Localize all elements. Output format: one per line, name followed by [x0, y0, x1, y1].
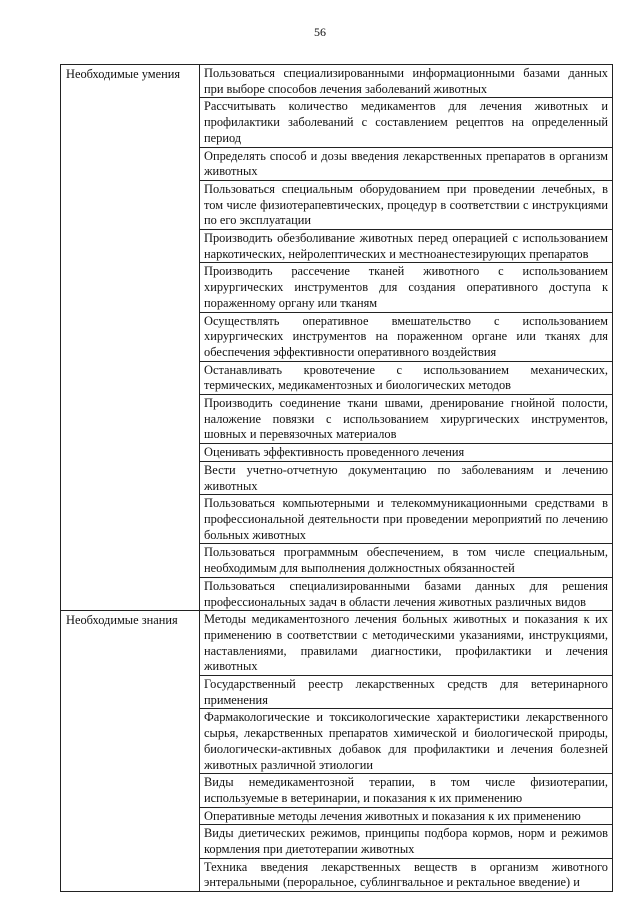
requirement-item: Производить соединение ткани швами, дренирование гнойной полости, наложение повязки с использованием хирургических инструментов, шовных и перевязочных материалов: [200, 395, 613, 444]
requirement-item: Оперативные методы лечения животных и показания к их применению: [200, 807, 613, 825]
requirement-item: Вести учетно-отчетную документацию по заболеваниям и лечению животных: [200, 461, 613, 494]
requirement-item: Пользоваться специальным оборудованием при проведении лечебных, в том числе физиотерапевтических, процедур в соответствии с инструкциями по его эксплуатации: [200, 180, 613, 229]
requirements-table: [60, 64, 613, 892]
requirement-item: Фармакологические и токсикологические характеристики лекарственного сырья, лекарственных препаратов химической и биологической природы, биологически-активных добавок для профилактики и лечения болезней животных различной этиологии: [200, 709, 613, 774]
requirement-item: Осуществлять оперативное вмешательство с использованием хирургических инструментов на пораженном органе или тканях для обеспечения эффективности оперативного воздействия: [200, 312, 613, 361]
requirement-item: Виды диетических режимов, принципы подбора кормов, норм и режимов кормления при диетотерапии животных: [200, 825, 613, 858]
requirement-item: Пользоваться компьютерными и телекоммуникационными средствами в профессиональной деятельности при проведении мероприятий по лечению больных животных: [200, 495, 613, 544]
requirement-item: Методы медикаментозного лечения больных животных и показания к их применению в соответствии с методическими указаниями, инструкциями, наставлениями, правилами диагностики, профилактики и лечения животных: [200, 611, 613, 676]
requirement-item: Виды немедикаментозной терапии, в том числе физиотерапии, используемые в ветеринарии, и показания к их применению: [200, 774, 613, 807]
requirement-item: Оценивать эффективность проведенного лечения: [200, 444, 613, 462]
requirement-item: Пользоваться специализированными базами данных для решения профессиональных задач в области лечения животных различных видов: [200, 577, 613, 610]
requirement-item: Пользоваться программным обеспечением, в том числе специальным, необходимым для выполнения должностных обязанностей: [200, 544, 613, 577]
requirement-item: Рассчитывать количество медикаментов для лечения животных и профилактики заболеваний с составлением рецептов на определенный период: [200, 98, 613, 147]
requirement-item: Определять способ и дозы введения лекарственных препаратов в организм животных: [200, 147, 613, 180]
requirements-table-body: [61, 65, 613, 892]
requirement-item: Техника введения лекарственных веществ в организм животного энтеральными (пероральное, сублингвальное и ректальное введение) и: [200, 858, 613, 891]
table-row: [61, 65, 613, 98]
section-label: Необходимые умения: [61, 65, 200, 611]
section-label: Необходимые знания: [61, 611, 200, 892]
table-row: [61, 611, 613, 676]
requirement-item: Пользоваться специализированными информационными базами данных при выборе способов лечения заболеваний животных: [200, 65, 613, 98]
requirement-item: Производить обезболивание животных перед операцией с использованием наркотических, нейролептических и местноанестезирующих препаратов: [200, 230, 613, 263]
requirement-item: Производить рассечение тканей животного с использованием хирургических инструментов для создания оперативного доступа к пораженному органу или тканям: [200, 263, 613, 312]
requirement-item: Государственный реестр лекарственных средств для ветеринарного применения: [200, 676, 613, 709]
page-number: 56: [314, 25, 326, 39]
requirement-item: Останавливать кровотечение с использованием механических, термических, медикаментозных и биологических методов: [200, 361, 613, 394]
